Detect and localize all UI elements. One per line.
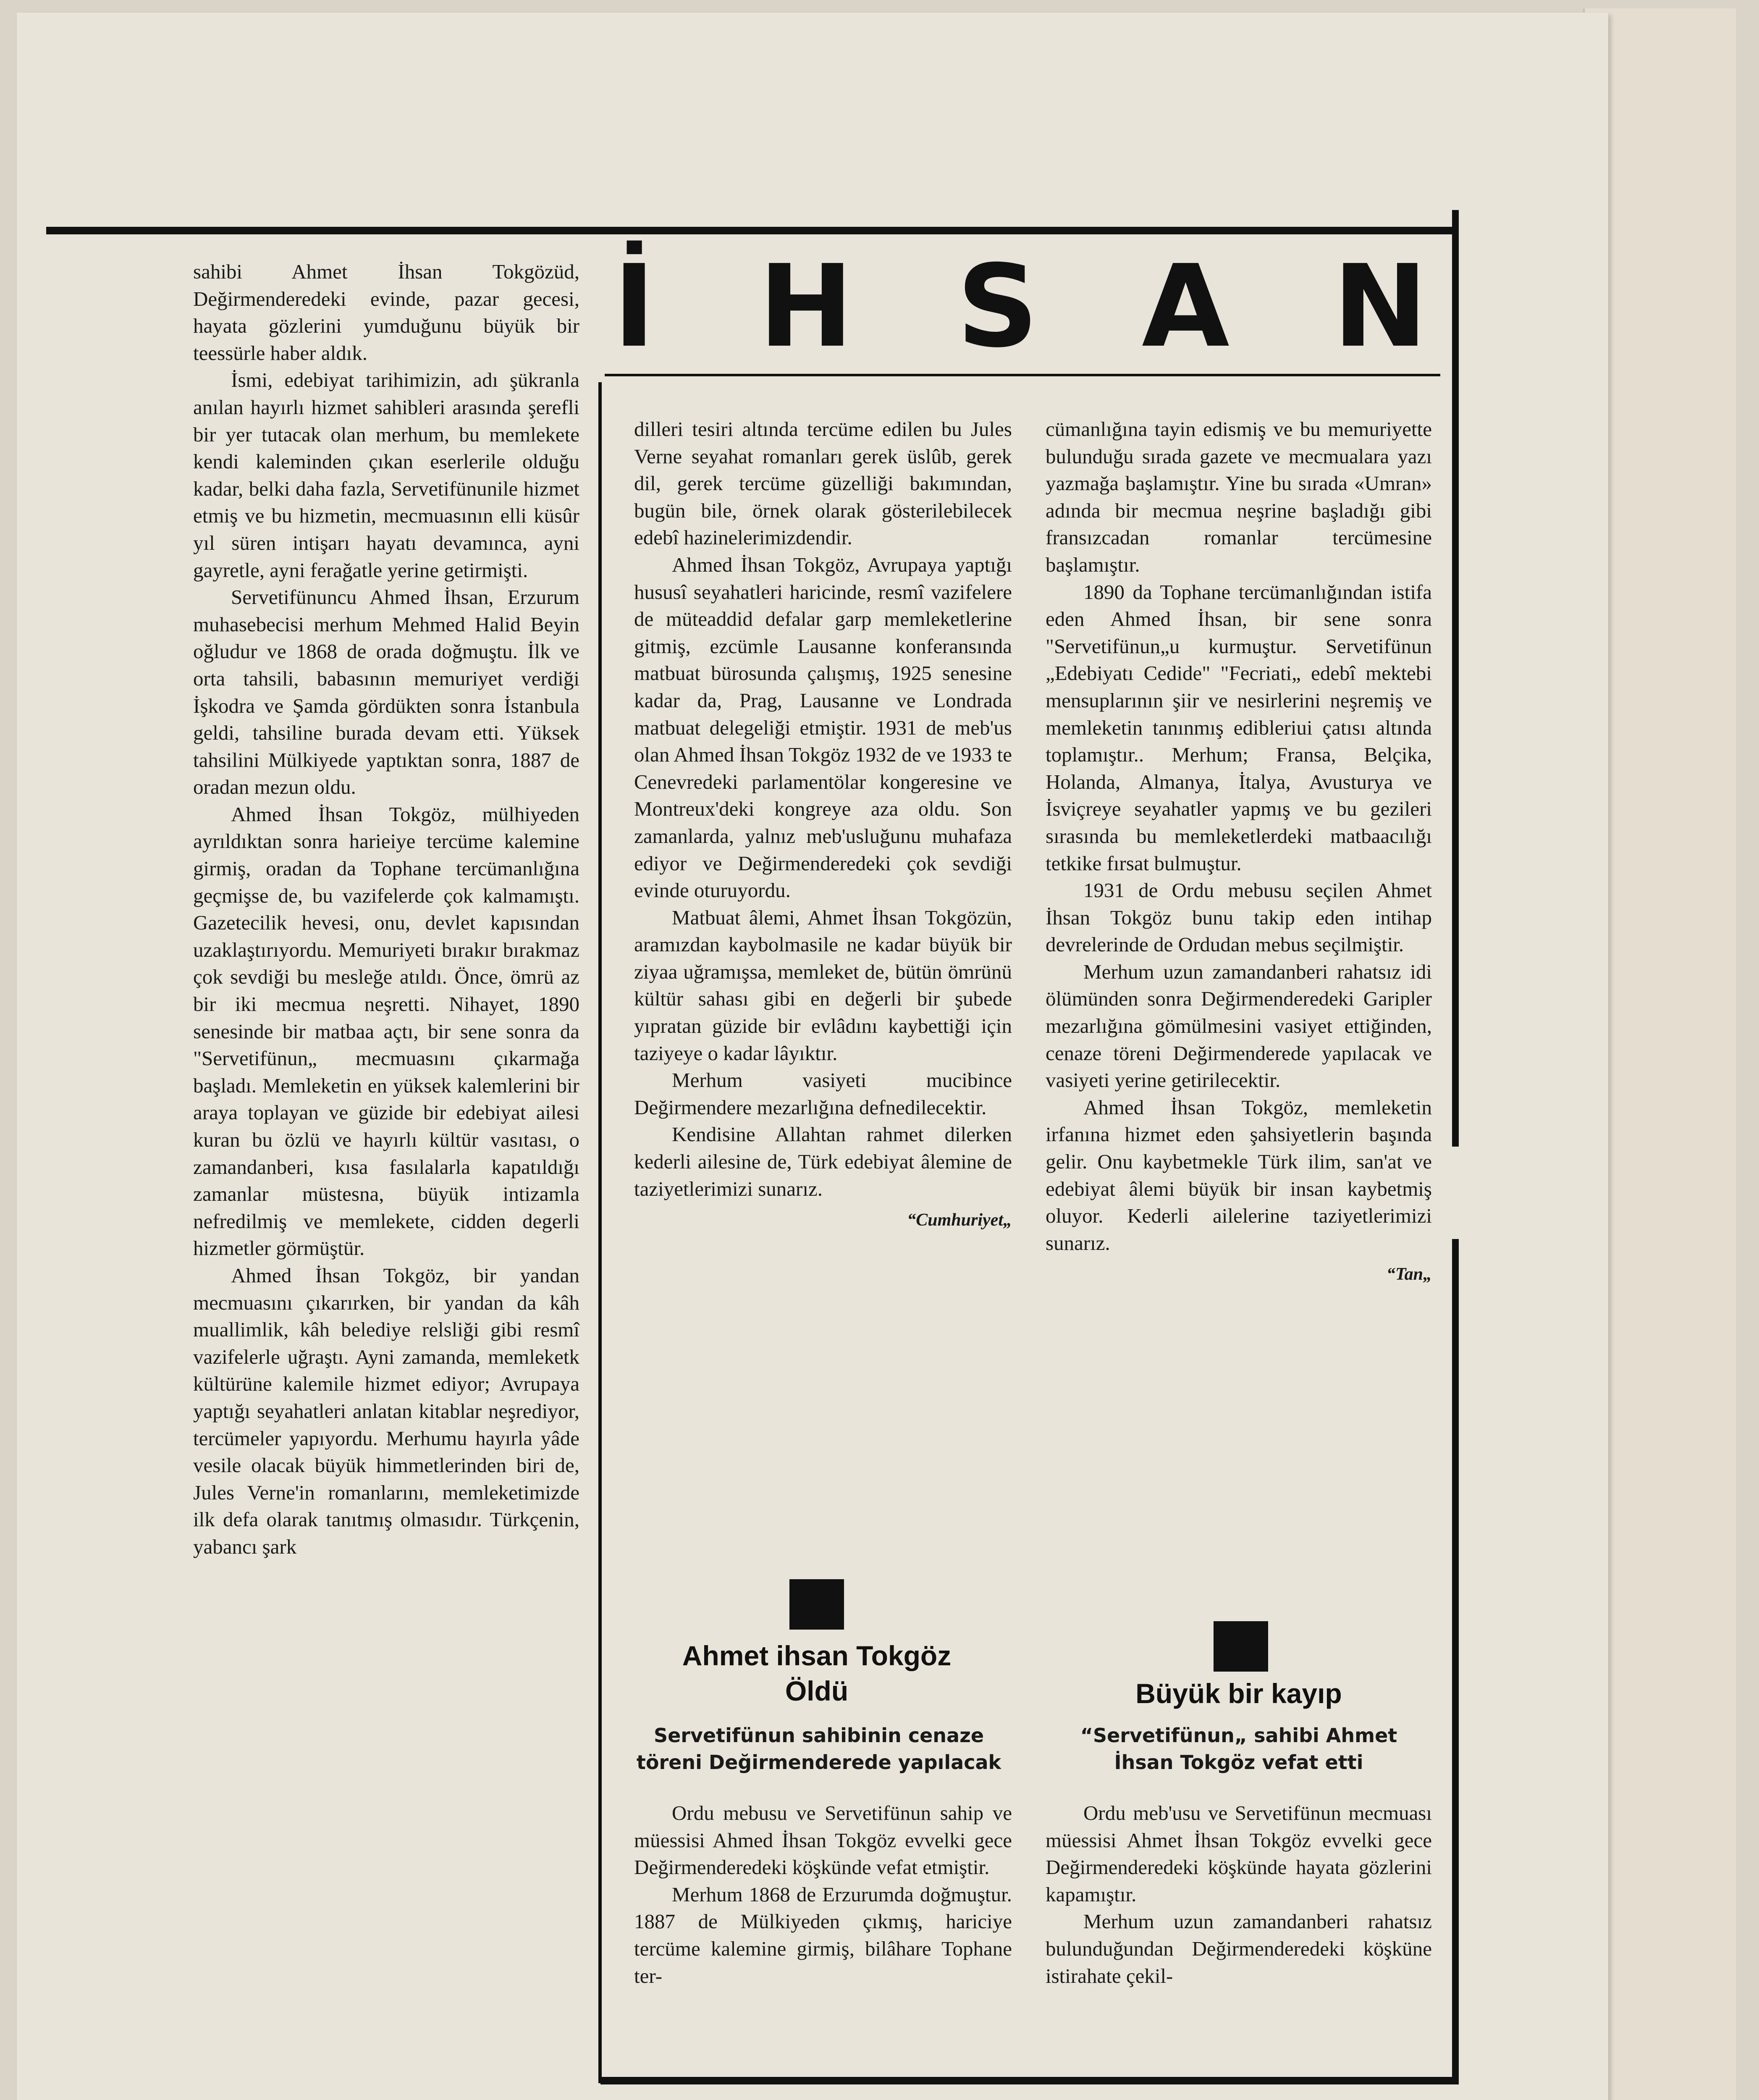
paragraph: Servetifünuncu Ahmed İhsan, Erzurum muhasebecisi merhum Mehmed Halid Beyin oğludur ve 1868 de orada doğmuştu. İlk ve orta tahsili, babasının memuriyet verdiği İşkodra ve Şamda gördükten sonra İstanbula geldi, tahsiline burada devam etti. Yüksek tahsilini Mülkiyede yaptıktan sonra, 1887 de oradan mezun oldu. xyxy=(193,585,579,799)
paragraph: Ahmed İhsan Tokgöz, memleketin irfanına hizmet eden şahsiyetlerin başında gelir. Onu kaybetmekle Türk ilim, san'at ve edebiyat âlemi büyük bir insan kaybetmiş oluyor. Kederli ailelerine taziyetlerimizi sunarız. xyxy=(1046,1095,1432,1255)
paragraph: Ahmed İhsan Tokgöz, Avrupaya yaptığı hususî seyahatleri haricinde, resmî vazifelere de müteaddid defalar garp memleketlerine gitmiş, ezcümle Lausanne konferansında matbuat bürosunda çalışmış, 1925 senesine kadar da, Prag, Lausanne ve Londrada matbuat delegeliği etmiştir. 1931 de meb'us olan Ahmed İhsan Tokgöz 1932 de ve 1933 te Cenevredeki parlamentölar kongeresine ve Montreux'deki kongreye aza oldu. Son zamanlarda, yalnız meb'usluğunu muhafaza ediyor ve Değirmenderedeki çok sevdiği evinde oturuyordu. xyxy=(634,553,1012,902)
frame-right-rule-upper xyxy=(1452,210,1459,1147)
article-subhead: “Servetifünun„ sahibi Ahmet İhsan Tokgöz vefat etti xyxy=(1080,1724,1397,1774)
headline-line: Ahmet ihsan Tokgöz xyxy=(682,1640,952,1671)
paragraph: 1890 da Tophane tercümanlığından istifa eden Ahmed İhsan, bir sene sonra "Servetifünun„u kurmuştur. Servetifünun „Edebiyatı Cedide" "Fecriati„ edebî mektebi mensuplarının şiir ve nesirlerini neşremiş ve memleketin tanınmış edibleriui çatısı altında toplamıştır.. Merhum; Fransa, Belçika, Holanda, Almanya, İtalya, Avusturya ve İsviçreye seyahatler yapmış ve bu gezileri sırasında bu memleketlerdeki matbaacılığı tetkike fırsat bulmuştur. xyxy=(1046,580,1432,875)
frame-bottom-rule xyxy=(600,2077,1459,2084)
paragraph: 1931 de Ordu mebusu seçilen Ahmet İhsan Tokgöz bunu takip eden intihap devrelerinde de Ordudan mebus seçilmiştir. xyxy=(1046,879,1432,956)
masthead-letter: S xyxy=(957,240,1043,373)
masthead-title xyxy=(605,240,1440,373)
frame-top-rule xyxy=(46,227,1457,234)
masthead-letter: H xyxy=(758,240,858,373)
paragraph: Merhum vasiyeti mucibince Değirmendere mezarlığına defnedilecektir. xyxy=(634,1068,1012,1119)
masthead-letter: N xyxy=(1333,240,1432,373)
article-headline xyxy=(621,1638,1012,1709)
paragraph: İsmi, edebiyat tarihimizin, adı şükranla anılan hayırlı hizmet sahibleri arasında şerefli bir yer tutacak olan merhum, bu memlekete kendi kaleminden çıkan eserlerile olduğu kadar, belki daha fazla, Servetifünunile hizmet etmiş ve bu hizmetin, mecmuasının elli küsûr yıl süren intişarı hayatı devamınca, ayni gayretle, ayni ferağatle yerine getirmişti. xyxy=(193,368,579,582)
paragraph: Ahmed İhsan Tokgöz, mülhiyeden ayrıldıktan sonra harieiye tercüme kalemine girmiş, oradan da Tophane tercümanlığına geçmişse de, bu vazifelerde çok kalmamıştı. Gazetecilik hevesi, onu, devlet kapısından uzaklaştırıyordu. Memuriyeti bırakır bırakmaz çok sevdiği bu mesleğe atıldı. Önce, ömrü az bir iki mecmua neşretti. Nihayet, 1890 senesinde bir matbaa açtı, bir sene sonra da "Servetifünun„ mecmuasını çıkarmağa başladı. Memleketin en yüksek kalemlerini bir araya toplayan ve güzide bir edebiyat ailesi kuran bu özlü ve hayırlı kültür vasıtası, o zamandanberi, kısa fasılalarla kapatıldığı zamanlar müstesna, büyük intizamla nefredilmiş ve memlekete, cidden degerli hizmetler görmüştür. xyxy=(193,802,579,1260)
paragraph: Ordu mebusu ve Servetifünun sahip ve müessisi Ahmed İhsan Tokgöz evvelki gece Değirmenderedeki köşkünde vefat etmiştir. xyxy=(634,1801,1012,1879)
column-right xyxy=(1046,416,1432,1288)
paragraph: Merhum uzun zamandanberi rahatsız idi ölümünden sonra Değirmenderedeki Garipler mezarlığına gömülmesini vasiyet ettiğinden, cenaze töreni Değirmenderede yapılacak ve vasiyeti yerine getirilecektir. xyxy=(1046,960,1432,1092)
column-middle xyxy=(634,416,1012,1234)
paragraph: Ordu meb'usu ve Servetifünun mecmuası müessisi Ahmet İhsan Tokgöz evvelki gece Değirmenderedeki köşkünde hayata gözlerini kapamıştır. xyxy=(1046,1801,1432,1906)
article-body xyxy=(634,1800,1012,1990)
source-credit: “Tan„ xyxy=(1386,1265,1432,1284)
masthead-letter: A xyxy=(1142,240,1234,373)
section-marker-square xyxy=(1214,1621,1268,1672)
article-body xyxy=(1046,1800,1432,1990)
paragraph: Merhum 1868 de Erzurumda doğmuştur. 1887 de Mülkiyeden çıkmış, hariciye tercüme kalemine girmiş, bilâhare Tophane ter- xyxy=(634,1882,1012,1987)
paragraph: Merhum uzun zamandanberi rahatsız bulunduğundan Değirmenderedeki köşküne istirahate çekil- xyxy=(1046,1910,1432,1987)
masthead-letter: İ xyxy=(613,240,660,373)
column-left xyxy=(193,258,579,1561)
paragraph: sahibi Ahmet İhsan Tokgözüd, Değirmenderedeki evinde, pazar gecesi, hayata gözlerini yumduğunu büyük bir teessürle haber aldık. xyxy=(193,260,579,365)
source-credit: “Cumhuriyet„ xyxy=(907,1210,1012,1230)
paragraph: Kendisine Allahtan rahmet dilerken kederli ailesine de, Türk edebiyat âlemine de taziyetlerimizi sunarız. xyxy=(634,1123,1012,1200)
paragraph: cümanlığına tayin edismiş ve bu memuriyette bulunduğu sırada gazete ve mecmualara yazı yazmağa başlamıştır. Yine bu sırada «Umran» adında bir mecmua neşrine başladığı gibi fransızcadan romanlar tercümesine başlamıştır. xyxy=(1046,417,1432,576)
frame-right-rule-lower xyxy=(1452,1239,1459,2083)
section-marker-square xyxy=(789,1579,844,1630)
masthead-underline xyxy=(605,374,1440,376)
headline-line: Öldü xyxy=(785,1675,849,1706)
paragraph: Ahmed İhsan Tokgöz, bir yandan mecmuasını çıkarırken, bir yandan da kâh muallimlik, kâh belediye relsliği gibi resmî vazifelerle uğraştı. Ayni zamanda, memleketk kültürüne kalemile hizmet ediyor; Avrupaya yaptığı seyahatleri anlatan kitablar neşrediyor, tercümeler yapıyordu. Merhumu hayırla yâde vesile olacak büyük himmetlerinden biri de, Jules Verne'in romanlarını, memleketimizde ilk defa olarak tanıtmış olmasıdır. Türkçenin, yabancı şark xyxy=(193,1263,579,1558)
article-subhead: Servetifünun sahibinin cenaze töreni Değirmenderede yapılacak xyxy=(636,1724,1001,1774)
newspaper-page xyxy=(17,13,1608,2100)
paragraph: Matbuat âlemi, Ahmet İhsan Tokgözün, aramızdan kaybolmasile ne kadar büyük bir ziyaa uğramışsa, memleket de, bütün ömrünü kültür sahası gibi en değerli bir şubede yıpratan güzide bir evlâdını kaybettiği için taziyeye o kadar lâyıktır. xyxy=(634,906,1012,1065)
column-divider-rule xyxy=(598,382,602,2083)
paragraph: dilleri tesiri altında tercüme edilen bu Jules Verne seyahat romanları gerek üslûb, gerek dil, gerek tercüme güzelliği bakımından, bugün bile, örnek olarak gösterilebilecek edebî hazinelerimizdendir. xyxy=(634,417,1012,549)
article-headline: Büyük bir kayıp xyxy=(1135,1678,1342,1709)
